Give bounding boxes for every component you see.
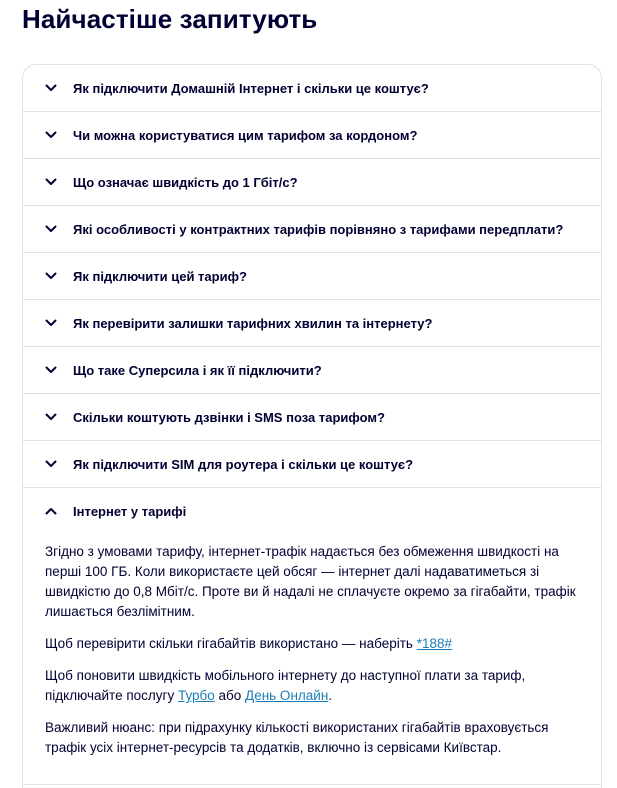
faq-question: Скільки коштують дзвінки і SMS поза тарифом? (73, 409, 385, 425)
faq-item (23, 159, 601, 206)
faq-item (23, 300, 601, 347)
faq-item-header[interactable] (23, 347, 601, 393)
answer-paragraph: Згідно з умовами тарифу, інтернет-трафік надається без обмеження швидкості на перші 100 ГБ. Коли використаєте цей обсяг — інтернет далі надаватиметься зі швидкістю до 0,8 Мбіт/с. Проте ви й надалі не сплачуєте окремо за гігабайти, трафік лишається безлімітним. (45, 544, 576, 619)
chevron-down-icon (45, 364, 57, 376)
faq-item-header[interactable] (23, 112, 601, 158)
chevron-down-icon (45, 82, 57, 94)
answer-text: або (214, 688, 246, 703)
chevron-down-icon (45, 129, 57, 141)
faq-item-expanded (23, 488, 601, 785)
chevron-down-icon (45, 317, 57, 329)
answer-paragraph (45, 666, 579, 706)
faq-item (23, 347, 601, 394)
faq-question: Чи можна користуватися цим тарифом за кордоном? (73, 127, 418, 143)
faq-question: Які особливості у контрактних тарифів порівняно з тарифами передплати? (73, 221, 564, 237)
answer-paragraph (45, 634, 579, 654)
faq-item-header[interactable] (23, 394, 601, 440)
faq-item (23, 253, 601, 300)
chevron-down-icon (45, 270, 57, 282)
faq-question: Як підключити цей тариф? (73, 268, 247, 284)
faq-item-header[interactable] (23, 253, 601, 299)
faq-question: Що таке Суперсила і як її підключити? (73, 362, 322, 378)
day-online-link[interactable]: День Онлайн (245, 688, 329, 703)
faq-item-header[interactable] (23, 206, 601, 252)
answer-text: Щоб поновити швидкість мобільного інтернету до наступної плати за тариф, підключайте послугу (45, 668, 526, 703)
faq-question: Інтернет у тарифі (73, 503, 187, 519)
answer-text: Щоб перевірити скільки гігабайтів використано — наберіть (45, 636, 417, 651)
faq-accordion (22, 64, 602, 788)
chevron-down-icon (45, 458, 57, 470)
chevron-down-icon (45, 223, 57, 235)
faq-item-header[interactable] (23, 159, 601, 205)
faq-item-header[interactable] (23, 441, 601, 487)
faq-item (23, 441, 601, 488)
faq-question: Як підключити Домашній Інтернет і скільки це коштує? (73, 80, 429, 96)
faq-item (23, 206, 601, 253)
answer-paragraph: Важливий нюанс: при підрахунку кількості використаних гігабайтів враховується трафік усіх інтернет-ресурсів та додатків, включно із сервісами Київстар. (45, 720, 549, 755)
faq-answer (23, 534, 601, 784)
chevron-up-icon (45, 505, 57, 517)
answer-text: . (328, 688, 333, 703)
faq-item (23, 394, 601, 441)
faq-item (23, 112, 601, 159)
faq-question: Як підключити SIM для роутера і скільки це коштує? (73, 456, 414, 472)
chevron-down-icon (45, 411, 57, 423)
faq-item-header[interactable] (23, 300, 601, 346)
turbo-link[interactable]: Турбо (177, 688, 215, 703)
faq-item-header[interactable] (23, 488, 601, 534)
faq-question: Що означає швидкість до 1 Гбіт/с? (73, 174, 298, 190)
faq-item (23, 65, 601, 112)
faq-question: Як перевірити залишки тарифних хвилин та інтернету? (73, 315, 433, 331)
faq-item-header[interactable] (23, 65, 601, 111)
faq-title: Найчастіше запитують (22, 4, 318, 34)
chevron-down-icon (45, 176, 57, 188)
ussd-code-link[interactable]: *188# (416, 636, 452, 651)
